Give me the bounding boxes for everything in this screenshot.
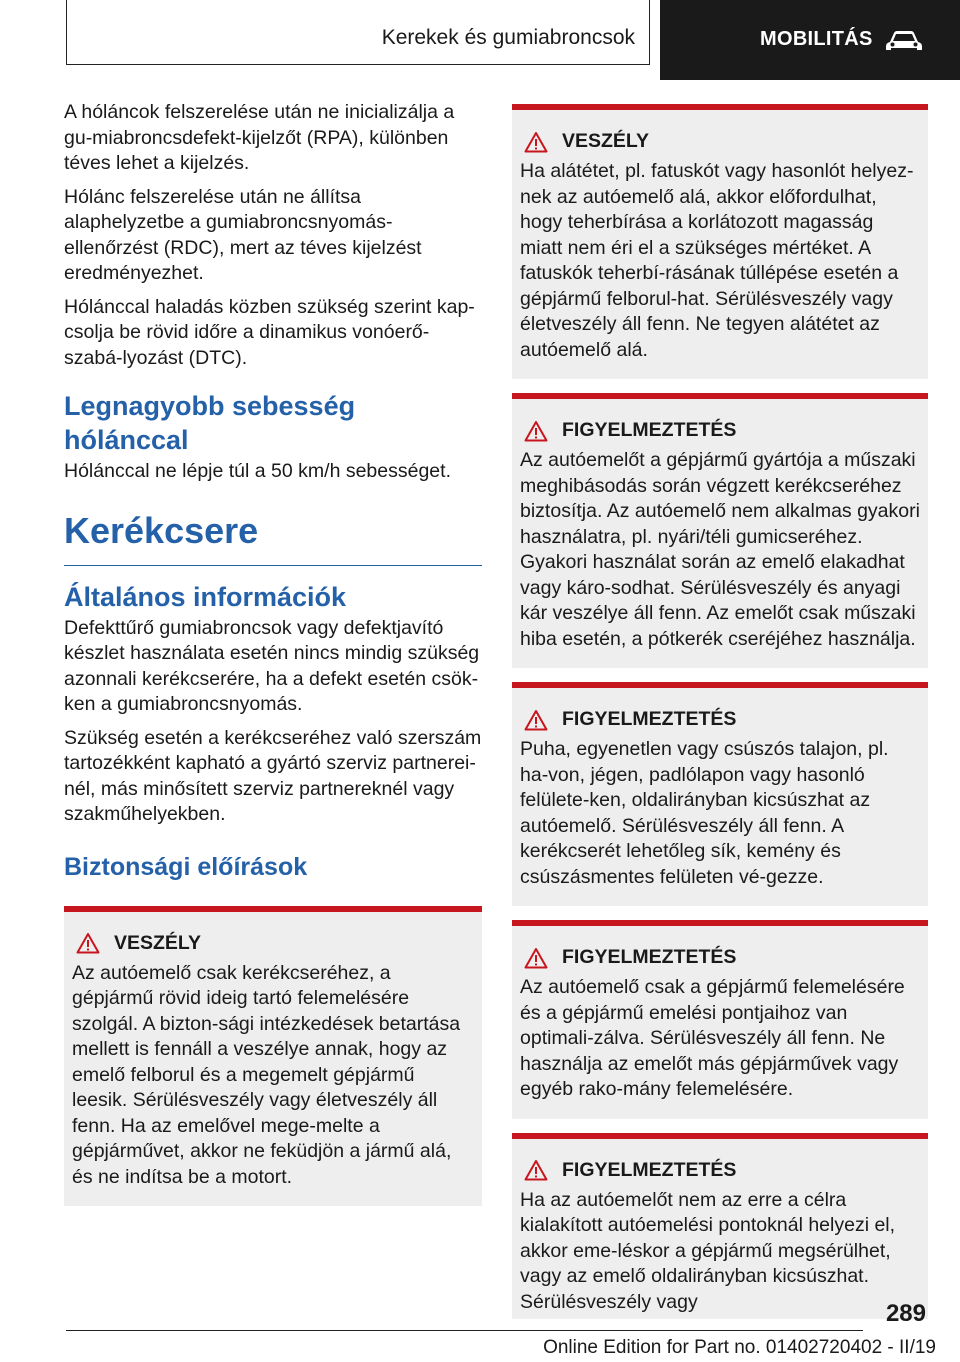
warning-box-danger — [512, 104, 928, 379]
warning-triangle-icon — [524, 709, 548, 731]
warning-triangle-icon — [524, 1159, 548, 1181]
header-section-title: Kerekek és gumiabroncsok — [381, 26, 635, 49]
warning-triangle-icon — [524, 420, 548, 442]
warning-title: FIGYELMEZTETÉS — [562, 708, 737, 730]
warning-box-danger — [64, 906, 482, 1207]
warning-text: Ha alátétet, pl. fatuskót vagy hasonlót helyez-nek az autóemelő alá, akkor előfordulhat, hogy teherbírása a korlátozott magasság miatt nem éri el a szükséges mértéket. A fatuskók teherbí-rásának túllépése esetén a gépjármű felborul-hat. Sérülésveszély vagy életveszély áll fenn. Ne tegyen alátétet az autóemelő alá. — [520, 160, 914, 361]
warning-text: Az autóemelő csak kerékcseréhez, a gépjármű rövid ideig tartó felemelésére szolgál. A bizton-sági intézkedések betartása mellett is fennáll a veszélye annak, hogy az emelő felborul és a megemelt gépjármű leesik. Sérülésveszély vagy életveszély áll fenn. Ha az emelővel mege-melte a gépjárművet, akkor ne feküdjön a jármű alá, és ne indítsa be a motort. — [72, 961, 461, 1188]
heading-safety: Biztonsági előírások — [64, 852, 308, 881]
footer-rule — [66, 1330, 863, 1331]
warning-triangle-icon — [76, 932, 100, 954]
header-chapter-label: MOBILITÁS — [760, 28, 873, 50]
left-column — [64, 100, 482, 1206]
paragraph-dtc: Hólánccal haladás közben szükség szerint kap-csolja be rövid időre a dinamikus vonóerő-szabá-lyozást (DTC). — [64, 295, 475, 369]
heading-wheel-change: Kerékcsere — [64, 509, 482, 566]
warning-box-caution — [512, 682, 928, 906]
warning-title: FIGYELMEZTETÉS — [562, 1158, 737, 1181]
heading-general-info: Általános információk — [64, 581, 347, 612]
warning-title: VESZÉLY — [114, 931, 202, 954]
warning-box-caution — [512, 1133, 928, 1320]
warning-box-caution — [512, 920, 928, 1119]
warning-title: FIGYELMEZTETÉS — [562, 419, 737, 441]
warning-text: Ha az autóemelőt nem az erre a célra kialakított autóemelési pontoknál helyezi el, akkor eme-léskor a gépjármű megsérülhet, vagy az emelő oldalirányban kicsúszhat. Sérülésveszély vagy — [520, 1188, 896, 1313]
warning-text: Az autóemelőt a gépjármű gyártója a műszaki meghibásodás során végzett kerékcseréhez biztosítja. Az autóemelő nem alkalmas gyakori használatra, pl. nyári/téli gumicseréhez. Gyakori használat során az emelő elakadhat vagy káro-sodhat. Sérülésveszély és anyagi kár veszélye áll fenn. Az emelőt csak műszaki hiba esetén, a pótkerék cseréjéhez használja. — [520, 449, 920, 650]
right-column — [512, 104, 928, 1319]
paragraph-general-1: Defekttűrő gumiabroncsok vagy defektjavító készlet használata esetén nincs mindig szükség azonnali kerékcserére, ha a defekt esetén csök-ken a gumiabroncsnyomás. — [64, 616, 480, 715]
header-right-rule — [649, 0, 650, 65]
paragraph-general-2: Szükség esetén a kerékcseréhez való szerszám tartozékként kapható a gyártó szerviz partnerei-nél, más minősített szerviz partnereknél vagy szakműhelyekben. — [64, 726, 482, 825]
header-bottom-rule — [66, 64, 650, 65]
paragraph-rpa: A hóláncok felszerelése után ne inicializálja a gu-miabroncsdefekt-kijelzőt (RPA), különben téves lehet a kijelzés. — [64, 101, 455, 174]
warning-triangle-icon — [524, 947, 548, 969]
warning-title: VESZÉLY — [562, 130, 650, 152]
warning-text: Az autóemelő csak a gépjármű felemelésére és a gépjármű emelési pontjaihoz van optimali-zálva. Sérülésveszély áll fenn. Ne használja az emelőt más gépjárművek vagy egyéb rako-mány felemelésére. — [520, 976, 905, 1100]
page-number: 289 — [885, 1300, 926, 1327]
warning-triangle-icon — [524, 131, 548, 153]
paragraph-max-speed: Hólánccal ne lépje túl a 50 km/h sebességet. — [64, 460, 451, 482]
heading-max-speed: Legnagyobb sebesség hólánccal — [64, 391, 356, 455]
warning-title: FIGYELMEZTETÉS — [562, 946, 737, 968]
warning-text: Puha, egyenetlen vagy csúszós talajon, pl. ha-von, jégen, padlólapon vagy hasonló felülete-ken, oldalirányban kicsúszhat az autóemelő. Sérülésveszély áll fenn. A kerékcserét lehetőleg sík, kemény és csúszásmentes felületen vé-gezze. — [520, 738, 889, 888]
warning-box-caution — [512, 393, 928, 668]
car-icon — [884, 30, 924, 52]
footer-edition: Online Edition for Part no. 01402720402 - II/19 — [543, 1337, 936, 1358]
paragraph-rdc: Hólánc felszerelése után ne állítsa alaphelyzetbe a gumiabroncsnyomás-ellenőrzést (RDC), mert az téves kijelzést eredményezhet. — [64, 185, 422, 284]
